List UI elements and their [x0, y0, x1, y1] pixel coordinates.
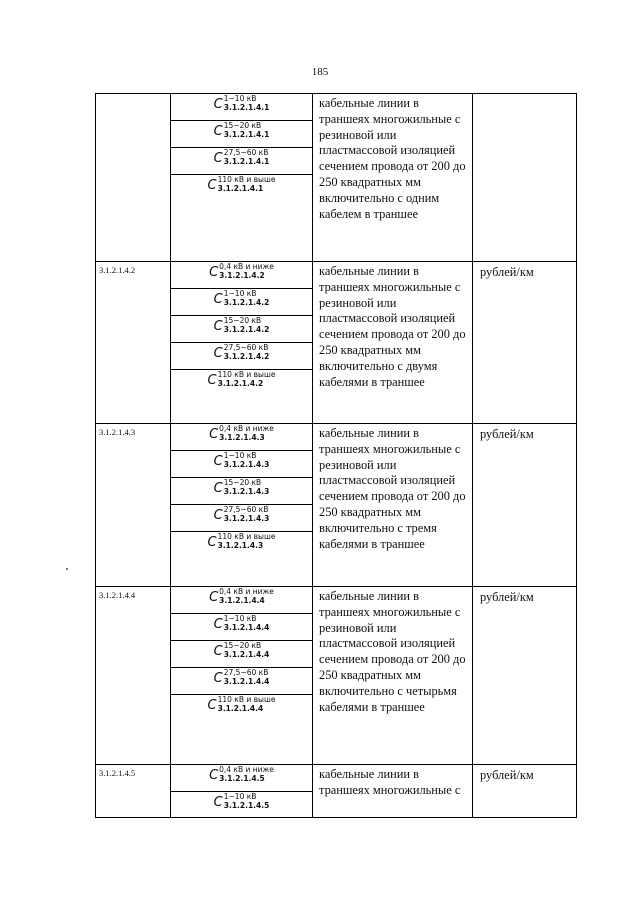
rate-symbol: C 27,5−60 кВ 3.1.2.1.4.1 — [171, 148, 312, 175]
row-code: 3.1.2.1.4.4 — [99, 590, 136, 600]
row-code: 3.1.2.1.4.3 — [99, 427, 136, 437]
rate-symbol: C 0,4 кВ и ниже 3.1.2.1.4.3 — [171, 424, 312, 451]
rate-symbol: C 1−10 кВ 3.1.2.1.4.5 — [213, 792, 270, 810]
rate-code: 3.1.2.1.4.4 — [223, 650, 270, 659]
voltage-class: 27,5−60 кВ — [223, 505, 269, 514]
table-row — [96, 261, 576, 423]
rate-symbol: C 1−10 кВ 3.1.2.1.4.2 — [171, 289, 312, 316]
row-unit: рублей/км — [472, 765, 576, 817]
rate-symbol: C 15−20 кВ 3.1.2.1.4.2 — [171, 316, 312, 343]
rate-symbols-cell — [170, 587, 312, 764]
row-unit — [472, 94, 576, 261]
voltage-class: 1−10 кВ — [223, 792, 257, 801]
voltage-class: 110 кВ и выше — [217, 532, 276, 541]
rate-code: 3.1.2.1.4.2 — [223, 298, 270, 307]
rate-code: 3.1.2.1.4.5 — [223, 801, 270, 810]
rate-symbols-cell — [170, 765, 312, 817]
voltage-class: 0,4 кВ и ниже — [219, 262, 274, 271]
rate-symbols-cell — [170, 262, 312, 423]
row-code — [96, 94, 170, 261]
voltage-class: 1−10 кВ — [223, 451, 257, 460]
rate-code: 3.1.2.1.4.3 — [219, 433, 265, 442]
rate-code: 3.1.2.1.4.2 — [223, 352, 270, 361]
voltage-class: 15−20 кВ — [223, 641, 262, 650]
voltage-class: 27,5−60 кВ — [223, 668, 269, 677]
rate-code: 3.1.2.1.4.3 — [217, 541, 264, 550]
voltage-class: 27,5−60 кВ — [223, 343, 269, 352]
voltage-class: 15−20 кВ — [223, 121, 262, 130]
rate-code: 3.1.2.1.4.1 — [223, 157, 270, 166]
tariff-table — [95, 93, 577, 818]
voltage-class: 1−10 кВ — [223, 289, 257, 298]
rate-symbol: C 15−20 кВ 3.1.2.1.4.3 — [171, 478, 312, 505]
table-row — [96, 423, 576, 586]
rate-code: 3.1.2.1.4.2 — [219, 271, 265, 280]
voltage-class: 1−10 кВ — [223, 614, 257, 623]
table-row — [96, 586, 576, 764]
rate-symbol: C 27,5−60 кВ 3.1.2.1.4.3 — [171, 505, 312, 532]
voltage-class: 110 кВ и выше — [217, 695, 276, 704]
rate-symbol: C 110 кВ и выше 3.1.2.1.4.3 — [207, 532, 276, 550]
page-number: 185 — [311, 66, 329, 78]
description-text: кабельные линии в траншеях многожильные с — [319, 767, 461, 797]
row-description — [312, 765, 472, 817]
description-text: кабельные линии в траншеях многожильные с резиновой или пластмассовой изоляцией сечением провода от 200 до 250 квадратных мм включительно с тремя кабелями в траншее — [319, 426, 466, 551]
description-text: кабельные линии в траншеях многожильные с резиновой или пластмассовой изоляцией сечением провода от 200 до 250 квадратных мм включительно с четырьмя кабелями в траншее — [319, 589, 466, 714]
row-unit: рублей/км — [472, 424, 576, 586]
rate-code: 3.1.2.1.4.2 — [223, 325, 270, 334]
table-row — [96, 94, 576, 261]
rate-symbol: C 0,4 кВ и ниже 3.1.2.1.4.2 — [171, 262, 312, 289]
rate-symbol: C 1−10 кВ 3.1.2.1.4.4 — [171, 614, 312, 641]
rate-symbol: C 110 кВ и выше 3.1.2.1.4.2 — [207, 370, 276, 388]
rate-symbol: C 0,4 кВ и ниже 3.1.2.1.4.4 — [171, 587, 312, 614]
description-text: кабельные линии в траншеях многожильные с резиновой или пластмассовой изоляцией сечением провода от 200 до 250 квадратных мм включительно с двумя кабелями в траншее — [319, 264, 466, 389]
rate-symbol: C 110 кВ и выше 3.1.2.1.4.1 — [207, 175, 276, 193]
voltage-class: 0,4 кВ и ниже — [219, 587, 274, 596]
row-unit: рублей/км — [472, 262, 576, 423]
rate-symbols-cell — [170, 424, 312, 586]
voltage-class: 110 кВ и выше — [217, 175, 276, 184]
row-description — [312, 94, 472, 261]
rate-code: 3.1.2.1.4.1 — [223, 103, 270, 112]
table-row — [96, 764, 576, 817]
rate-code: 3.1.2.1.4.2 — [217, 379, 264, 388]
voltage-class: 15−20 кВ — [223, 316, 262, 325]
rate-code: 3.1.2.1.4.3 — [223, 487, 270, 496]
row-code: 3.1.2.1.4.5 — [99, 768, 136, 778]
row-unit: рублей/км — [472, 587, 576, 764]
voltage-class: 15−20 кВ — [223, 478, 262, 487]
rate-code: 3.1.2.1.4.3 — [223, 514, 270, 523]
rate-code: 3.1.2.1.4.4 — [223, 623, 270, 632]
rate-code: 3.1.2.1.4.1 — [217, 184, 264, 193]
voltage-class: 0,4 кВ и ниже — [219, 424, 274, 433]
rate-symbols-cell — [170, 94, 312, 261]
rate-symbol: C 27,5−60 кВ 3.1.2.1.4.2 — [171, 343, 312, 370]
voltage-class: 110 кВ и выше — [217, 370, 276, 379]
rate-symbol: C 1−10 кВ 3.1.2.1.4.1 — [171, 94, 312, 121]
rate-code: 3.1.2.1.4.4 — [223, 677, 270, 686]
row-description — [312, 587, 472, 764]
row-code: 3.1.2.1.4.2 — [99, 265, 136, 275]
rate-code: 3.1.2.1.4.5 — [219, 774, 265, 783]
rate-symbol: C 15−20 кВ 3.1.2.1.4.4 — [171, 641, 312, 668]
row-description — [312, 424, 472, 586]
rate-code: 3.1.2.1.4.4 — [219, 596, 265, 605]
rate-code: 3.1.2.1.4.4 — [217, 704, 264, 713]
voltage-class: 27,5−60 кВ — [223, 148, 269, 157]
rate-code: 3.1.2.1.4.3 — [223, 460, 270, 469]
rate-symbol: C 15−20 кВ 3.1.2.1.4.1 — [171, 121, 312, 148]
row-description — [312, 262, 472, 423]
rate-symbol: C 1−10 кВ 3.1.2.1.4.3 — [171, 451, 312, 478]
scan-speck — [66, 568, 68, 570]
rate-symbol: C 0,4 кВ и ниже 3.1.2.1.4.5 — [171, 765, 312, 792]
rate-symbol: C 27,5−60 кВ 3.1.2.1.4.4 — [171, 668, 312, 695]
rate-code: 3.1.2.1.4.1 — [223, 130, 270, 139]
voltage-class: 0,4 кВ и ниже — [219, 765, 274, 774]
rate-symbol: C 110 кВ и выше 3.1.2.1.4.4 — [207, 695, 276, 713]
voltage-class: 1−10 кВ — [223, 94, 257, 103]
description-text: кабельные линии в траншеях многожильные с резиновой или пластмассовой изоляцией сечением провода от 200 до 250 квадратных мм включительно с одним кабелем в траншее — [319, 96, 466, 221]
